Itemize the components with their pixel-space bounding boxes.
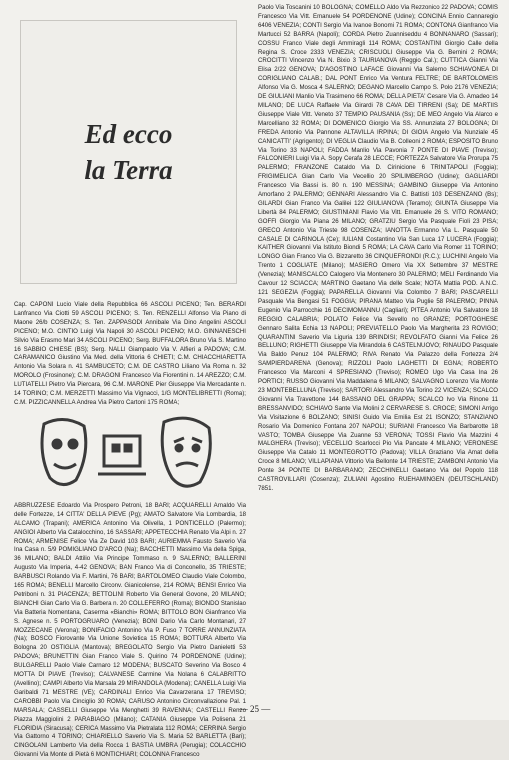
title-block <box>20 20 237 284</box>
names-list-paragraph-left: ABBRUZZESE Edoardo Via Prospero Petroni, 18 BARI; ACQUARELLI Arnaldo Via delle Fortezze, 14 CITTA' DELLA PIEVE (Pg); AMATO Salvatore Via Lombardia, 18 ALCAMO (Trapani); AMERICA Antonino Via Olivella, 1 PONTICELLO (Palermo); ANGIOI Alberto Via Catalocchino, 16 SASSARI; APPETECCHIA Renato Via Alpi n. 27 ROMA; ARMENISE Felice Via Ze David 103 BARI; AURIEMMA Fausto Saverio Via Ina Casa n. 5/9 POMIGLIANO D'ARCO (Na); BACCHETTI Massimo Via della Spiga, 36 MILANO; BALDI Attilio Via Principe Tommaso n. 9 SALERNO; BALLERINI Augusto Via Imperia, 4-42 GENOVA; BAN Franco Via di Conconello, 35 TRIESTE; BARBUSCI Rolando Via F. Martini, 76 BARI; BARTOLOMEO Claudio Viale Colombo, 165 ROMA; BENELLI Marcello Circonv. Gianicolense, 214 ROMA; BENSI Enrico Via Petriboni n. 31 PIACENZA; BETTOLINI Roberto Via General Govone, 20 MILANO; BIANCHI Gian Carlo Via G. Barbera n. 20 COLLEFERRO (Roma); BIONDO Stanislao Via Batteria Nomentana, Caserma «Bianchi» ROMA; BITTOLO BON Gianfranco Via S. Agnese n. 5 PORTOGRUARO (Venezia); BONI Dario Via Carlo Montanari, 27 MOZZECANE (Verona); BONIFACIO Antonino Via P. Fuso 7 TORRE ANNUNZIATA (Na); BOSCO Fiorovante Via Unione Sovietica 15 ROMA; BOTTURA Alberto Via Bologna 20 OSTIGLIA (Mantova); BREGOLATO Sergio Via Pietro Danieletti 53 PADOVA; BRUNETTIN Gian Franco Viale S. Quirino 74 PORDENONE (Udine); BULGARELLI Paolo Viale Carnaro 12 MODENA; BUSCATO Severino Via Bosco 4 MOTTA DI PIAVE (Treviso); CALVANESE Carmine Via Nolana 6 CALABRITTO (Avellino); CAMPI Alberto Via Marsala 29 MIRANDOLA (Modena); CANELLA Luigi Via Garibaldi 71 MESTRE (VE); CARDINALI Enrico Via Cavarzerana 17 TREVISO; CAROBBI Paolo Via Cinciglio 30 ROMA; CARUSO Antonino Circonvallazione Pal. 1 MARSALA; CASSELLI Giuseppe Via Menghetti 39 RAVENNA; CASTELLI Renzo Piazza Maggiolini 2 PARABIAGO (Milano); CATANIA Giuseppe Via Polisena 21 FLORIDIA (Siracusa); CERICA Massimo Via Pietralata 112 ROMA; CERRINA Sergio Via Gattorno 4 TORINO; CHIARIELLO Saverio Via S. Maria 52 BARLETTA (Bari); CINGOLANI Lamberto Via della Rocca 1 BASTIA UMBRA (Perugia); COLACCHIO Giovanni Via Monte di Pietà 6 MONTICHIARI; COLONNA Francesco <box>14 501 246 759</box>
right-column <box>258 4 498 494</box>
page-number: — 25 — <box>238 704 271 714</box>
names-list-paragraph-right: Paolo Via Toscanini 10 BOLOGNA; COMELLO Aldo Via Rezzonico 22 PADOVA; COMIS Francesco Via Vitt. Emanuele 54 PORDENONE (Udine); CONCINA Ennio Cannaregio 6406 VENEZIA; CONTI Sergio Via Ivanoe Bonomi 71 ROMA; CONTONA Gianfranco Via Martucci 52 BARRA (Napoli); CORDA Pietro Zuanniseddu 4 BONNANARO (Sassari); COSSU Franco Viale degli Ammiragli 114 ROMA; COSTANTINI Giorgio Calle della Regina S. Croce 2333 VENEZIA; CRISCUOLI Giuseppe Via G. Bernini 2 ROMA; CROCITTI Vincenzo Via N. Bixio 3 TAURIANOVA (Reggio Cal.); CUTTICA Gianni Via Elisa 2/22 GENOVA; D'AGOSTINO LAFACE Giovanni Via Salerno SCHIAVONEA DI CORIGLIANO CALAB.; DAL PONT Enrico Via Ventura FELTRE; DE BARTOLOMEIS Alfonso Via G. Mosca 4 SALERNO; DEGANO Marcello Campo S. Polo 2176 VENEZIA; DE GIULIANI Manlio Via Trasimeno 66 ROMA; DELLA PIETA' Cesare Via G. Amadeo 14 MILANO; DE LUCA Raffaele Via Girardi 78 CAVA DEI TIRRENI (Sa); DE MARTIIS Giuseppe Viale Vitt. Veneto 37 TEMPIO PAUSANIA (Ss); DE MEO Angelo Via Alarco e Marcelliano 32 ROMA; DI DOMENICO Giorgio Via SS. Annunziata 27 BOLOGNA; DI FREDA Antonio Via Pannone ALTAVILLA IRPINA; DI GIOIA Angelo Via Nunziale 45 CANICATTI' (Agrigento); DI VEGLIA Claudio Via B. Colleoni 2 ROMA; ESPOSITO Bruno Via Torino 33 NAPOLI; FADDA Manlio Via Pavonia 7 PONTE DI PIAVE (Treviso); FALCONIERI Luigi Via A. Sopy Cerafa 28 LECCE; FORTEZZA Salvatore Via Prorupa 75 PALERMO; FRANZONE Cataldo Via D. Cirinicione 6 TRINITAPOLI (Foggia); FRIGIMELICA Gian Carlo Via Vecellio 20 SPILIMBERGO (Udine); GAGLIARDI Francesco Via Bassi is. 80 n. 190 MESSINA; GAMBINO Giuseppe Via Antonino Amorfano 2 PALERMO; GENNARI Alessandro Via C. Battisti 103 DESENZANO (Bs); GILARDI Gian Franco Via Galilei 122 GIULIANOVA (Teramo); GIUNTA Giuseppe Via Libertà 84 PALERMO; GIUSTINIANI Flavio Via Vitt. Emanuele 26 S. VITO ROMANO; GOFFI Giorgio Via Piana 26 MILANO; GRATZIU Sergio Via Pasquale Fioli 23 PISA; GRECO Antonio Via Trieste 98 COSENZA; IANOTTA Ermanno Via L. Pasquale 50 CASALE DI CARINOLA (Ce); IULIANI Costantino Via San Luca 17 LUCERA (Foggia); KAITHER Giovanni Via Istituto Biondi 5 ROMA; LA CAVA Carlo Via Romer 11 TORINO; LONGO Gian Franco Via G. Bizzaretto 36 CINQUEFRONDI (R.C.); LUCHINI Angelo Via Trento 1 COGLIATE (Milano); MASIERO Omero Via XX Settembre 37 MESTRE (Venezia); MANISCALCO Calogero Via Montenero 30 PALERMO; MELI Ferdinando Via Cavour 12 SCIACCA; MARTINO Gaetano Via delle Scale; NOTA Mattia POD. A.N.C. 121 SEGEZIA (Foggia); PAPARELLA Giovanni Via Colombo 7 BARI; PASCARELLI Pasquale Via Bengasi 51 FOGGIA; PIRANA Matteo Via Puglie 58 PALERMO; PINNA Eugenio Via Parrocchie 16 DECIMOMANNU (Cagliari); PITEA Antonio Via Salvatore 18 REGGIO CALABRIA; POLATO Felice Via Sevello no GRANZE; PORTOGHESE Gennaro Salita Echia 13 NAPOLI; PREVIATELLO Paolo Via Margherita 23 ROVIGO; QUARANTINI Saverio Via Liguria 139 BRINDISI; REVOLFATO Gianni Via Felice 26 BELLUNO; RIGHETTI Giuseppe Via Mirandola 6 CASTELNUOVO; RINAUDO Pasquale Via Baldo Penuz 104 PALERMO; RIVA Renato Via Palazzo della Fortezza 2/4 SAMPIERDARENA (Genova); RIZZOLI Paolo LAGHETTI DI EGNA; ROBERTO Francesco Via Marconi 4 SPRESIANO (Treviso); ROMEO Ugo Via Casa Ina 26 PORTICI; RUSSO Giovanni Via Maddalena 6 MILANO; SALVAGNO Lorenzo Via Monte 23 MONTEBELLUNA (Treviso); SARTORI Alessandro Via Torino 22 VICENZA; SCALCO Giovanni Via Travettone 144 BASSANO DEL GRAPPA; SCALCO Ivo Via Rinone 11 BRESSANVIDO; SCHIAVO Sante Via Molini 2 CERVARESE S. CROCE; SIMONI Arrigo Via Visitazione 6 BOLZANO; SINISI Guido Via Emilia Est 21 ISONZO; STANZIANO Rosario Via Domenico Fontana 207 NAPOLI; SURIANI Francesco Via Barbarotte 18 VASTO; TOMBA Giuseppe Via Zuanne 53 VERONA; TOSSI Flavio Via Mazzini 4 MALGHERA (Treviso); VECELLIO Scarlocci Pio Via Pancate 4 MILANO; VERONESE Giuseppe Via Catalo 11 MONTEGROTTO (Padova); VILLA Graziano Via Amat della Croce 8 MILANO; VILLAPIANA Vittorio Via Bellonte 14 TRIESTE; ZAMBONI Antonio Via Ponte 34 PONTE DI BARBARANO; ZECCHINELLI Gaetano Via del Popolo 118 CASTROVILLARI (Cosenza); ZULIANI Agostino RUEHAMINGEN (DEUTSCHLAND) 7851. <box>258 4 498 492</box>
officers-list-paragraph: Cap. CAPONI Lucio Viale della Repubblica 66 ASCOLI PICENO; Ten. BERARDI Lanfranco Via Ciotti 59 ASCOLI PICENO; S. Ten. RENZELLI Alfonso Via Piano di Maone 26/b COSENZA; S. Ten. ZAPPASODI Annibale Via Dino Angelini ASCOLI PICENO; M.O. CINTIO Luigi Via Napoli 30 ASCOLI PICENO; M.O. GINNANESCHI Silvio Via Erasmo Mari 34 ASCOLI PICENO; Serg. BUFFALORA Bruno Via S. Martino 16 SABBIO CHIESE (BS); Serg. NALLI Giampaolo Via V. Alfieri a PADOVA; C.M. CARAMANICO Giustino Via Med. della Vittoria 6 CHIETI; C.M. CHIACCHIARETTA Antonio Via Solara n. 41 SAMBUCETO; C.M. DE CASTRO Liliano Via Roma n. 32 MOROLO (Frosinone); C.M. DRAGONI Francesco Via Fiorentini n. 14 AREZZO; C.M. LUTIATELLI Pietro Via Piercara, 96 C.M. MARONE Pier Giuseppe Via Mercadante n. 14 TORINO; C.M. MERZETTI Massimo Via Vignacci, 1/G MONTELIBRETTI (Roma); C.M. PIZZICANNELLA Andrea Via Pietro Cartoni 175 ROMA; <box>14 301 246 406</box>
article-title: Ed ecco la Terra <box>84 119 173 185</box>
left-column <box>14 20 246 760</box>
masks-illustration-icon <box>24 414 224 494</box>
